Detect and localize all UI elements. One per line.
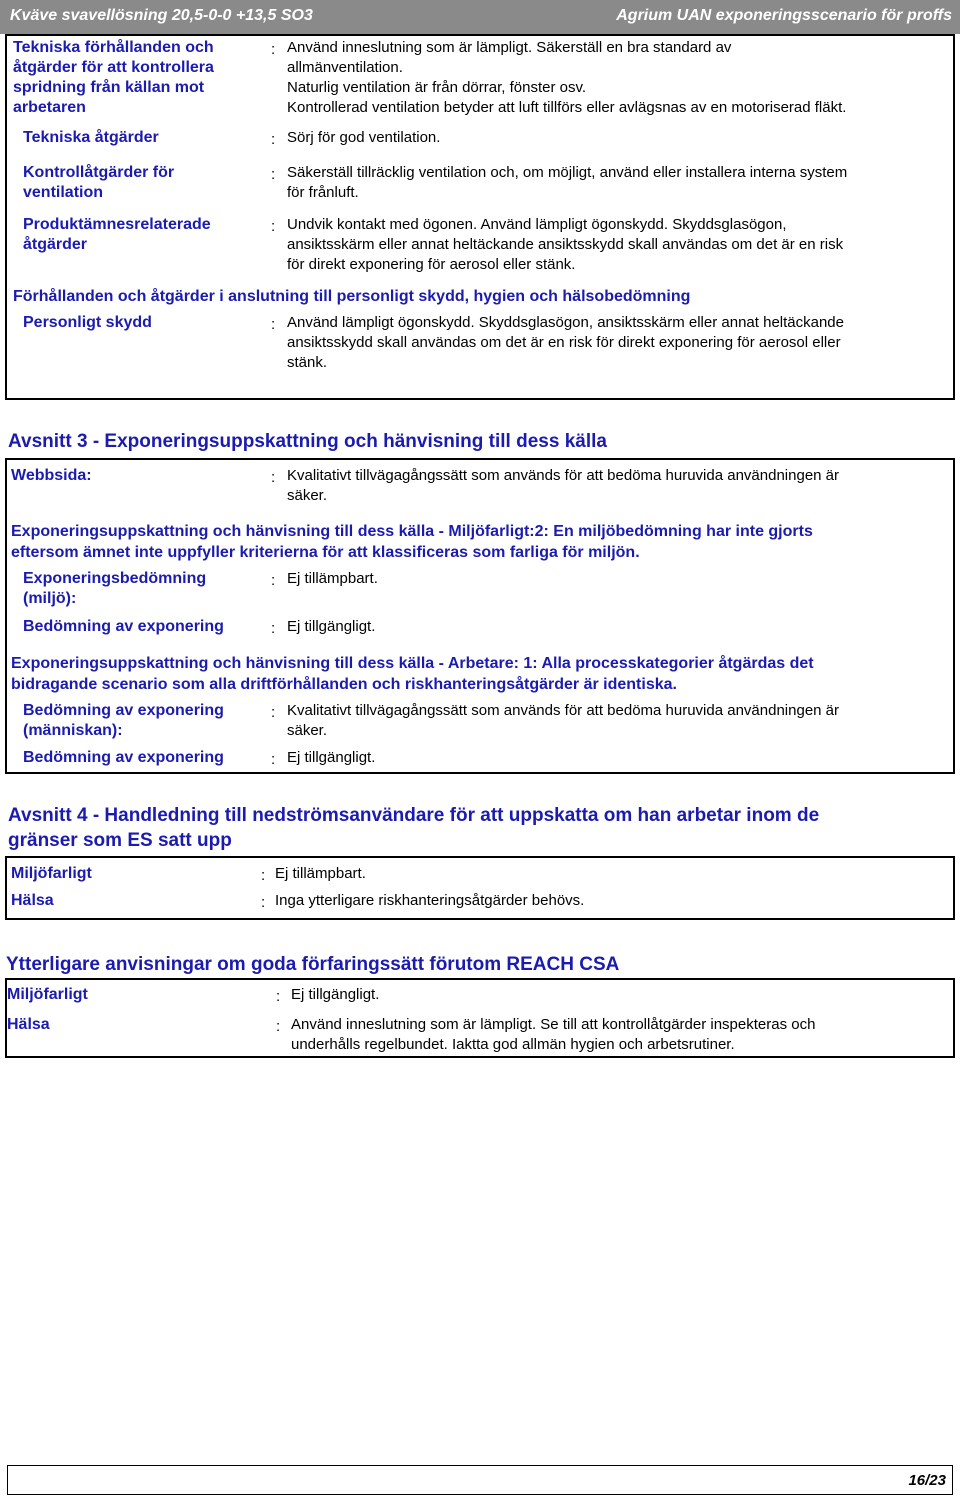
value-technical-measures: Sörj för god ventilation. — [287, 129, 441, 146]
label-ventilation-control: Kontrollåtgärder för ventilation — [23, 164, 175, 201]
label-env-exposure: Bedömning av exponering — [23, 618, 224, 635]
label-s5-environment: Miljöfarligt — [7, 986, 88, 1003]
document-title: Agrium UAN exponeringsscenario för proffs — [616, 7, 952, 24]
value-env-exposure: Ej tillgängligt. — [287, 618, 376, 635]
subheading-personal-protection: Förhållanden och åtgärder i anslutning till personligt skydd, hygien och hälsobedömning — [13, 288, 691, 305]
section4-title: Avsnitt 4 - Handledning till nedströmsanvändare för att uppskatta om han arbetar inom de gränser som ES satt upp — [8, 805, 820, 851]
value-s4-environment: Ej tillämpbart. — [275, 865, 366, 882]
worker-heading: Exponeringsuppskattning och hänvisning till dess källa - Arbetare: 1: Alla processkategorier åtgärdas det bidragande scenario som alla driftförhållanden och riskhanteringsåtgärder är identiska. — [11, 655, 814, 693]
value-s5-environment: Ej tillgängligt. — [291, 986, 380, 1003]
label-env-assessment: Exponeringsbedömning (miljö): — [23, 570, 207, 607]
section5-box: Miljöfarligt : Ej tillgängligt. Hälsa : Använd inneslutning som är lämpligt. Se till att kontrollåtgärder inspekteras och underhålls regelbundet. Iaktta god allmän hygien och arbetsrutiner. — [5, 978, 955, 1058]
value-technical-conditions: Använd inneslutning som är lämpligt. Säkerställ en bra standard av allmänventilation. Naturlig ventilation är från dörrar, fönster osv. Kontrollerad ventilation betyder att luft tillförs eller avlägsnas av en motoriserad fläkt. — [287, 39, 847, 116]
section4-box: Miljöfarligt : Ej tillämpbart. Hälsa : Inga ytterligare riskhanteringsåtgärder behövs. — [5, 856, 955, 920]
value-worker-exposure: Ej tillgängligt. — [287, 749, 376, 766]
label-technical-conditions: Tekniska förhållanden och åtgärder för att kontrollera spridning från källan mot arbetaren — [13, 39, 214, 116]
env-heading: Exponeringsuppskattning och hänvisning till dess källa - Miljöfarligt:2: En miljöbedömning har inte gjorts eftersom ämnet inte uppfyller kriterierna för att klassificeras som farliga för miljön. — [11, 523, 813, 561]
label-product-measures: Produktämnesrelaterade åtgärder — [23, 216, 211, 253]
section3-box: Webbsida: : Kvalitativt tillvägagångssätt som används för att bedöma huruvida användningen är säker. Exponeringsuppskattning och hänvisning till dess källa - Miljöfarligt:2: En miljöbedömning har inte gjorts eftersom ämnet inte uppfyller kriterierna för att klassificeras som farliga för miljön. Exponeringsbedömning (miljö): : Ej tillämpbart. Bedömning av exponering : Ej tillgängligt. Exponeringsuppskattning och hänvisning till dess källa - Arbetare: 1: Alla processkategorier åtgärdas det bidragande scenario som alla driftförhållanden och riskhanteringsåtgärder är identiska. Bedömning av exponering (människan): : Kvalitativt tillvägagångssätt som används för att bedöma huruvida användningen är säker. Bedömning av exponering : Ej tillgängligt. — [5, 458, 955, 774]
product-title: Kväve svavellösning 20,5-0-0 +13,5 SO3 — [10, 7, 313, 24]
value-s4-health: Inga ytterligare riskhanteringsåtgärder behövs. — [275, 892, 585, 909]
page-header — [0, 0, 960, 34]
label-human-exposure: Bedömning av exponering (människan): — [23, 702, 224, 739]
label-s5-health: Hälsa — [7, 1016, 50, 1033]
value-human-exposure: Kvalitativt tillvägagångssätt som används för att bedöma huruvida användningen är säker. — [287, 702, 840, 739]
value-personal-protection: Använd lämpligt ögonskydd. Skyddsglasögon, ansiktsskärm eller annat heltäckande ansiktsskydd skall användas om det är en risk för direkt exponering för aerosol eller stänk. — [287, 314, 844, 371]
page-number: 16/23 — [908, 1472, 946, 1489]
section5-title: Ytterligare anvisningar om goda förfaringssätt förutom REACH CSA — [6, 954, 620, 975]
value-product-measures: Undvik kontakt med ögonen. Använd lämpligt ögonskydd. Skyddsglasögon, ansiktsskärm eller annat heltäckande ansiktsskydd skall användas om det är en risk för direkt exponering för aerosol eller stänk. — [287, 216, 844, 273]
label-s4-environment: Miljöfarligt — [11, 865, 92, 882]
label-website: Webbsida: — [11, 467, 92, 484]
conditions-box: Tekniska förhållanden och åtgärder för att kontrollera spridning från källan mot arbetaren : Använd inneslutning som är lämpligt. Säkerställ en bra standard av allmänventilation. Naturlig ventilation är från dörrar, fönster osv. Kontrollerad ventilation betyder att luft tillförs eller avlägsnas av en motoriserad fläkt. Tekniska åtgärder : Sörj för god ventilation. Kontrollåtgärder för ventilation : Säkerställ tillräcklig ventilation och, om möjligt, använd eller installera interna system för frånluft. Produktämnesrelaterade åtgärder : Undvik kontakt med ögonen. Använd lämpligt ögonskydd. Skyddsglasögon, ansiktsskärm eller annat heltäckande ansiktsskydd skall användas om det är en risk för direkt exponering för aerosol eller stänk. Förhållanden och åtgärder i anslutning till personligt skydd, hygien och hälsobedömning Personligt skydd : Använd lämpligt ögonskydd. Skyddsglasögon, ansiktsskärm eller annat heltäckande ansiktsskydd skall användas om det är en risk för direkt exponering för aerosol eller stänk. — [5, 34, 955, 400]
label-s4-health: Hälsa — [11, 892, 54, 909]
page-footer — [7, 1465, 953, 1495]
value-website: Kvalitativt tillvägagångssätt som används för att bedöma huruvida användningen är säker. — [287, 467, 840, 504]
label-personal-protection: Personligt skydd — [23, 314, 152, 331]
value-env-assessment: Ej tillämpbart. — [287, 570, 378, 587]
label-worker-exposure: Bedömning av exponering — [23, 749, 224, 766]
label-technical-measures: Tekniska åtgärder — [23, 129, 159, 146]
value-ventilation-control: Säkerställ tillräcklig ventilation och, om möjligt, använd eller installera interna system för frånluft. — [287, 164, 848, 201]
section3-title: Avsnitt 3 - Exponeringsuppskattning och hänvisning till dess källa — [8, 431, 607, 452]
value-s5-health: Använd inneslutning som är lämpligt. Se till att kontrollåtgärder inspekteras och underhålls regelbundet. Iaktta god allmän hygien och arbetsrutiner. — [291, 1016, 816, 1053]
